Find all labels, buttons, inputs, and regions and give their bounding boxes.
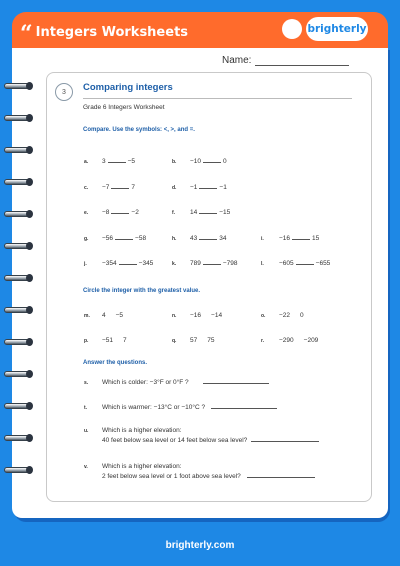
- item-label: p.: [84, 338, 89, 344]
- heading-divider: [83, 98, 352, 99]
- option-a[interactable]: 57: [190, 337, 198, 344]
- item-label: m.: [84, 313, 90, 319]
- option-a[interactable]: −51: [102, 337, 114, 344]
- right-value: 15: [312, 235, 320, 242]
- compare-item: [261, 235, 319, 242]
- option-b[interactable]: −14: [211, 312, 223, 319]
- spiral-ring-icon: [4, 114, 31, 122]
- right-value: −655: [315, 260, 331, 267]
- answer-blank[interactable]: [108, 162, 126, 163]
- spiral-ring-icon: [4, 146, 31, 154]
- item-label: f.: [172, 210, 176, 216]
- spiral-ring-icon: [4, 274, 31, 282]
- compare-item: [172, 260, 238, 267]
- compare-item: [172, 158, 227, 165]
- question-item-line2: [102, 472, 315, 480]
- circle-icon: [282, 19, 302, 39]
- option-b[interactable]: 75: [207, 337, 215, 344]
- item-label: v.: [84, 464, 88, 470]
- section-number-badge: 3: [55, 83, 73, 101]
- item-label: r.: [261, 338, 265, 344]
- item-label: h.: [172, 236, 177, 242]
- compare-item: [172, 209, 230, 216]
- left-value: 3: [102, 158, 106, 165]
- left-value: −605: [279, 260, 294, 267]
- part2-instruction: Circle the integer with the greatest value.: [83, 288, 201, 294]
- left-value: −8: [102, 209, 110, 216]
- item-label: j.: [84, 261, 87, 267]
- name-input-line[interactable]: [255, 56, 349, 66]
- item-label: e.: [84, 210, 89, 216]
- item-label: a.: [84, 159, 89, 165]
- question-text: 40 feet below sea level or 14 feet below sea level?: [102, 437, 248, 444]
- left-value: −56: [102, 235, 114, 242]
- circle-item: [84, 312, 123, 319]
- item-label: o.: [261, 313, 266, 319]
- item-label: n.: [172, 313, 177, 319]
- right-value: 34: [219, 235, 227, 242]
- left-value: −1: [190, 184, 198, 191]
- item-label: b.: [172, 159, 177, 165]
- item-label: s.: [84, 380, 89, 386]
- compare-item: [84, 235, 146, 242]
- item-label: k.: [172, 261, 177, 267]
- item-label: i.: [261, 236, 264, 242]
- answer-line[interactable]: [203, 378, 269, 384]
- compare-item: [172, 184, 227, 191]
- right-value: −2: [131, 209, 139, 216]
- item-label: u.: [84, 428, 89, 434]
- part1-instruction: Compare. Use the symbols: <, >, and =.: [83, 127, 195, 133]
- answer-blank[interactable]: [111, 213, 129, 214]
- answer-blank[interactable]: [199, 239, 217, 240]
- spiral-ring-icon: [4, 178, 31, 186]
- right-value: 7: [131, 184, 136, 191]
- question-item: [84, 403, 277, 411]
- question-item: [84, 427, 182, 434]
- left-value: −16: [279, 235, 291, 242]
- right-value: −58: [135, 235, 147, 242]
- option-b[interactable]: 0: [300, 312, 304, 319]
- compare-item: [84, 158, 135, 165]
- name-label: Name:: [222, 55, 252, 66]
- compare-item: [172, 235, 226, 242]
- item-label: c.: [84, 185, 89, 191]
- compare-item: [261, 260, 330, 267]
- question-text: Which is colder: −3°F or 0°F ?: [102, 379, 189, 386]
- right-value: −798: [222, 260, 238, 267]
- circle-item: [261, 337, 318, 344]
- option-a[interactable]: −22: [279, 312, 291, 319]
- spiral-ring-icon: [4, 82, 31, 90]
- question-item: [84, 378, 269, 386]
- answer-blank[interactable]: [115, 239, 133, 240]
- left-value: 789: [190, 260, 201, 267]
- question-text: 2 feet below sea level or 1 foot above sea level?: [102, 473, 241, 480]
- spiral-ring-icon: [4, 402, 31, 410]
- left-value: 14: [190, 209, 198, 216]
- circle-item: [172, 337, 214, 344]
- answer-line[interactable]: [211, 403, 277, 409]
- question-item-line2: [102, 436, 319, 444]
- option-a[interactable]: 4: [102, 312, 106, 319]
- spiral-ring-icon: [4, 370, 31, 378]
- brand-logo-pill[interactable]: [306, 17, 368, 41]
- spiral-ring-icon: [4, 306, 31, 314]
- title-group: [20, 19, 188, 45]
- answer-blank[interactable]: [111, 188, 129, 189]
- option-b[interactable]: −5: [115, 312, 124, 319]
- part3-instruction: Answer the questions.: [83, 360, 148, 366]
- option-b[interactable]: −209: [303, 337, 319, 344]
- spiral-ring-icon: [4, 242, 31, 250]
- header-bar: [12, 12, 388, 48]
- item-label: t.: [84, 405, 88, 411]
- question-text: Which is warmer: −13°C or −10°C ?: [102, 404, 206, 411]
- compare-item: [84, 184, 135, 191]
- compare-item: [84, 260, 153, 267]
- answer-blank[interactable]: [199, 188, 217, 189]
- brand-logo: brighterly: [307, 23, 367, 35]
- circle-item: [261, 312, 304, 319]
- answer-blank[interactable]: [203, 264, 221, 265]
- question-text: Which is a higher elevation:: [102, 463, 182, 470]
- right-value: −5: [127, 158, 136, 165]
- right-value: 0: [223, 158, 227, 165]
- compare-item: [84, 209, 139, 216]
- item-label: g.: [84, 236, 89, 242]
- option-b[interactable]: 7: [123, 337, 127, 344]
- answer-line[interactable]: [247, 472, 315, 478]
- option-a[interactable]: −16: [190, 312, 202, 319]
- spiral-ring-icon: [4, 434, 31, 442]
- worksheet-subtitle: Grade 6 Integers Worksheet: [83, 104, 165, 111]
- answer-line[interactable]: [251, 436, 319, 442]
- item-label: l.: [261, 261, 264, 267]
- left-value: −354: [102, 260, 117, 267]
- left-value: 43: [190, 235, 198, 242]
- right-value: −15: [219, 209, 231, 216]
- question-item: [84, 463, 182, 470]
- quote-icon: “: [20, 21, 33, 47]
- left-value: −10: [190, 158, 202, 165]
- answer-blank[interactable]: [296, 264, 314, 265]
- option-a[interactable]: −290: [279, 337, 294, 344]
- section-heading: Comparing integers: [83, 82, 173, 93]
- circle-item: [172, 312, 222, 319]
- spiral-ring-icon: [4, 210, 31, 218]
- spiral-ring-icon: [4, 338, 31, 346]
- answer-blank[interactable]: [292, 239, 310, 240]
- circle-item: [84, 337, 127, 344]
- answer-blank[interactable]: [203, 162, 221, 163]
- right-value: −1: [219, 184, 227, 191]
- footer-url[interactable]: brighterly.com: [165, 540, 235, 551]
- spiral-ring-icon: [4, 466, 31, 474]
- answer-blank[interactable]: [199, 213, 217, 214]
- item-label: d.: [172, 185, 177, 191]
- answer-blank[interactable]: [119, 264, 137, 265]
- name-field: [222, 55, 349, 66]
- left-value: −7: [102, 184, 110, 191]
- question-text: Which is a higher elevation:: [102, 427, 182, 434]
- right-value: −345: [138, 260, 154, 267]
- page-title: Integers Worksheets: [35, 24, 189, 40]
- item-label: q.: [172, 338, 177, 344]
